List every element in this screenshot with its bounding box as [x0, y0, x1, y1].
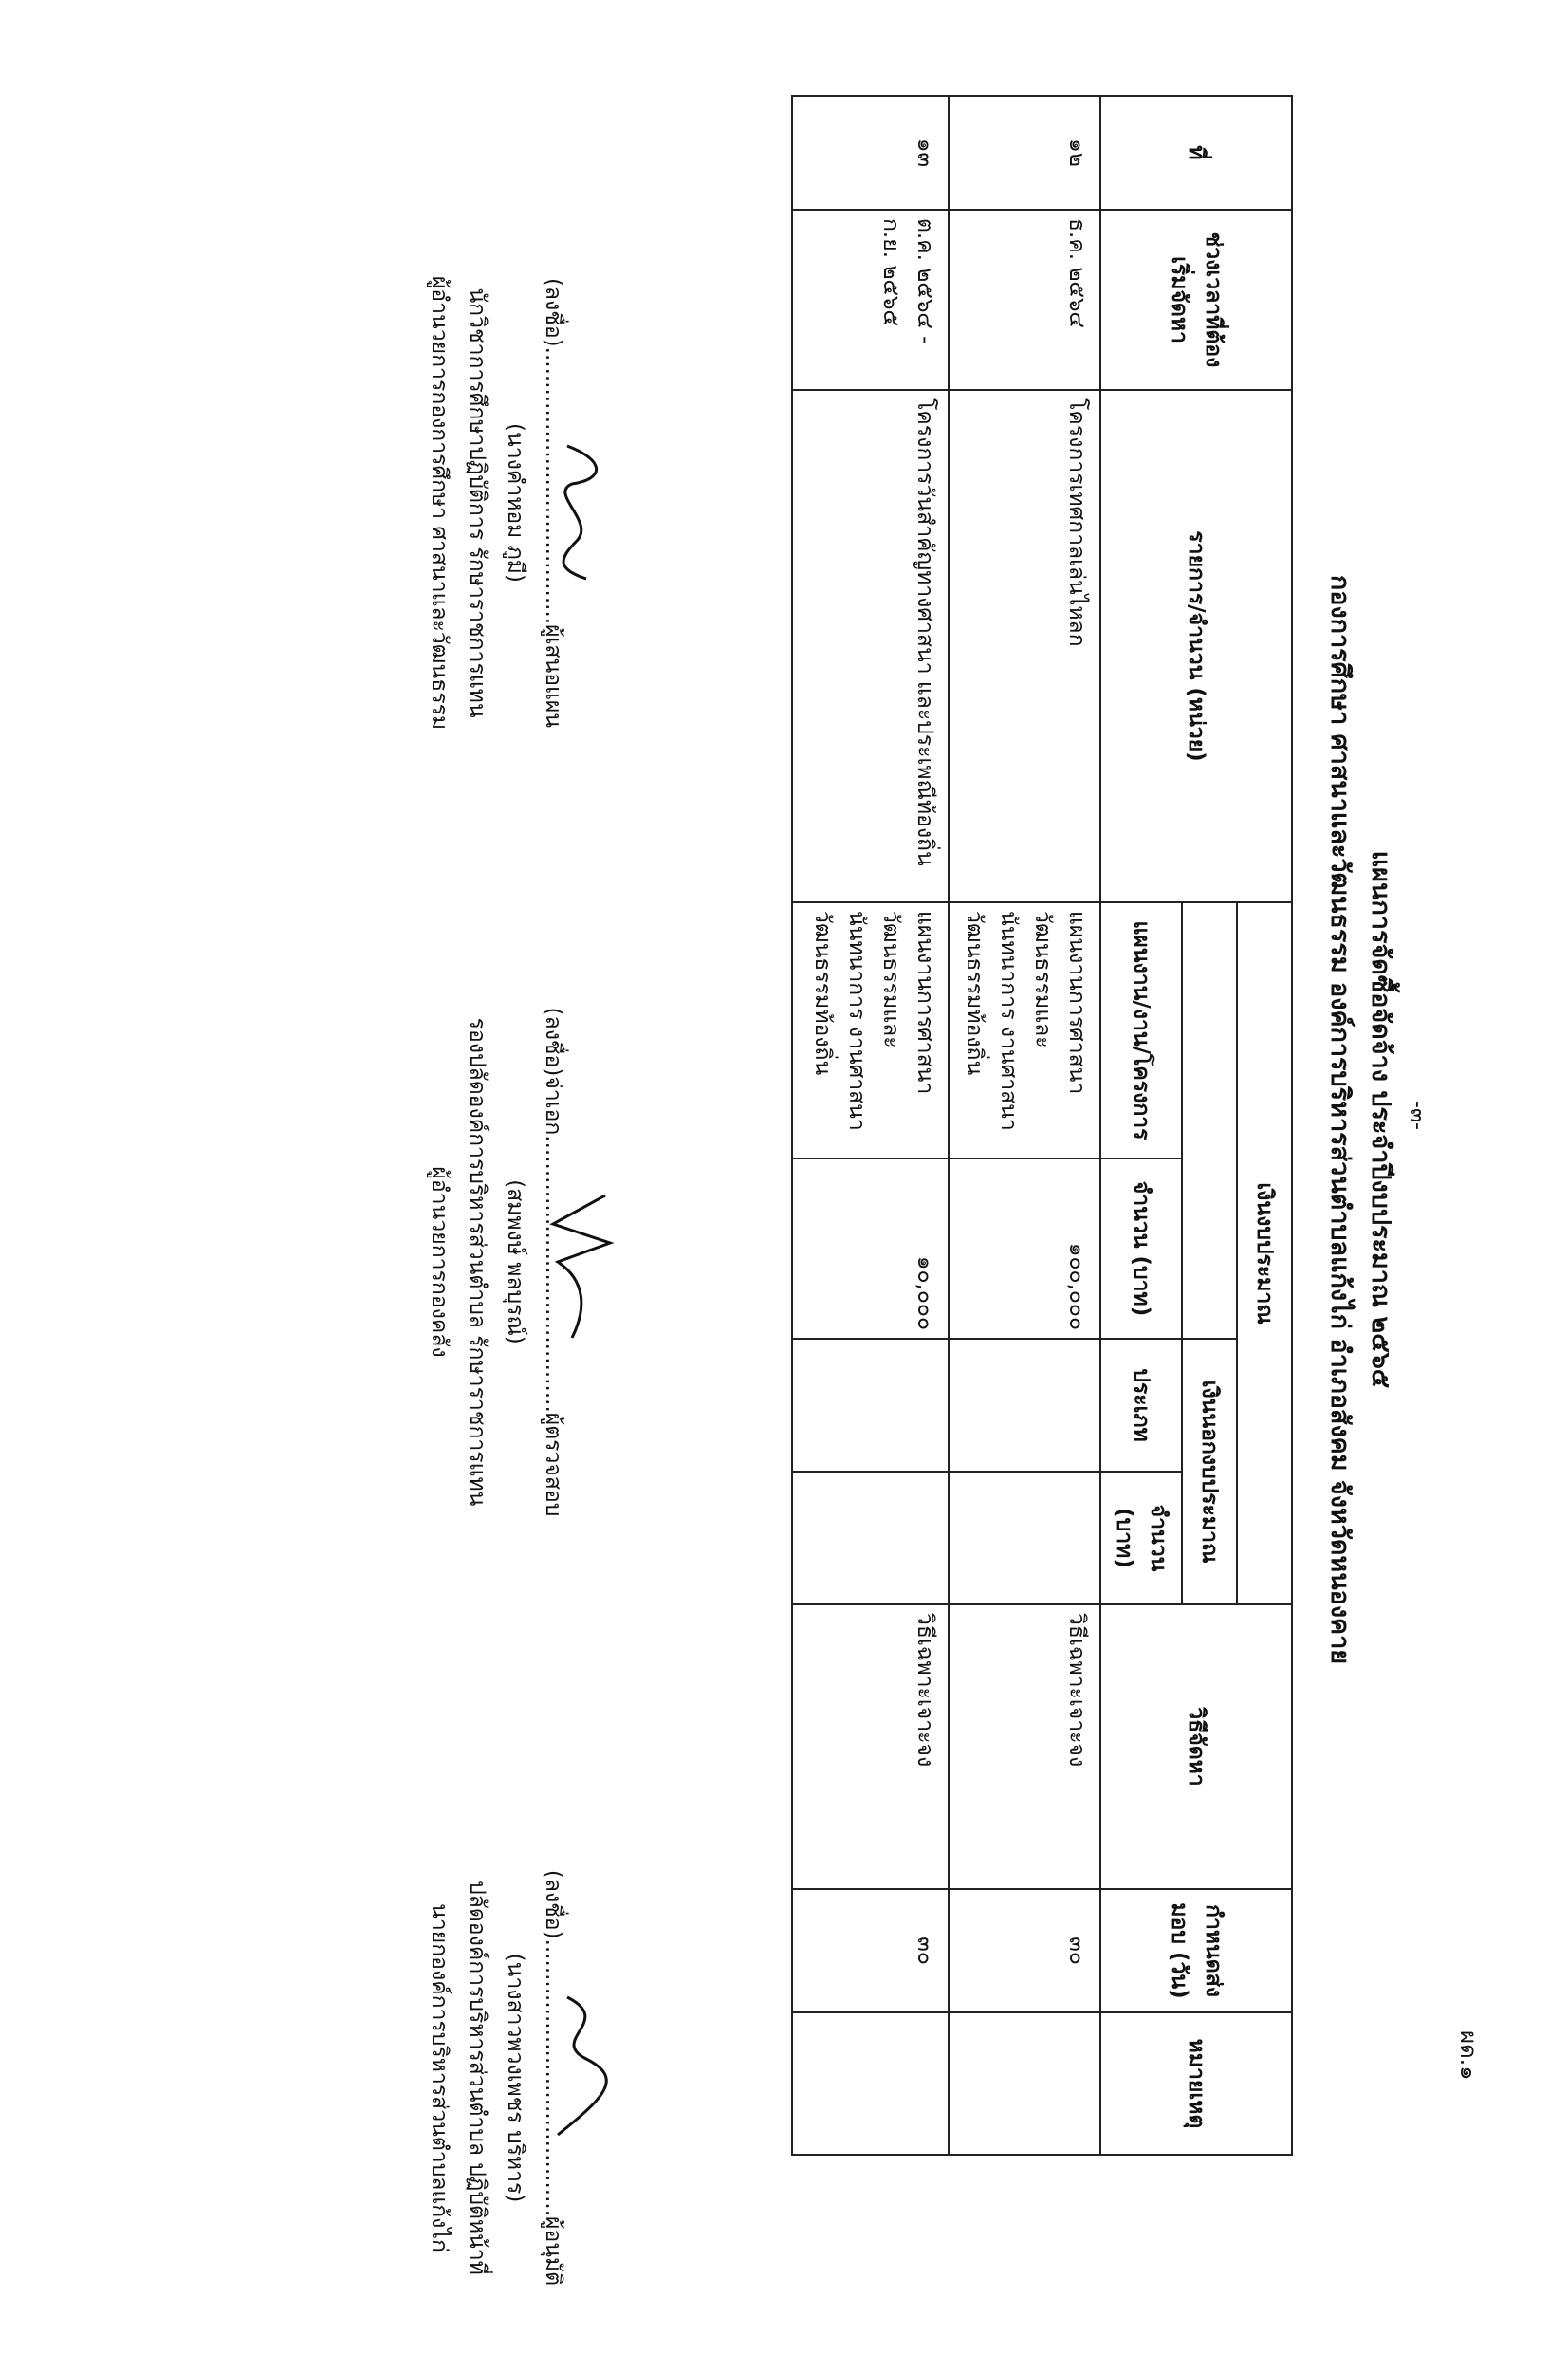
cell-method: วิธีเฉพาะเจาะจง: [792, 1604, 949, 1889]
signer-name: (สมพงษ์ พลบุรณ์): [503, 1179, 527, 1344]
cell-delivery: ๓๐: [792, 1889, 949, 2012]
cell-item: โครงการวันสำคัญทางศาสนา และประเพณีท้องถิ่น: [792, 390, 949, 902]
form-code: ผด.๑: [1455, 2030, 1482, 2081]
header-nonbudget-group: เงินนอกงบประมาณ: [1182, 1339, 1237, 1604]
table-row: [792, 96, 949, 2155]
header-budget-amount: จำนวน (บาท): [1100, 1158, 1182, 1339]
cell-nonbudget-type: [792, 1339, 949, 1472]
header-nonbudget-type: ประเภท: [1100, 1339, 1182, 1472]
cell-plan: แผนงานการศาสนา วัฒนธรรมและนันทนาการ งานศาสนาวัฒนธรรมท้องถิ่น: [949, 902, 1100, 1158]
cell-no: ๑๓: [792, 96, 949, 210]
header-budget-group: เงินงบประมาณ: [1237, 902, 1292, 1604]
cell-delivery: ๓๐: [949, 1889, 1100, 2012]
sign-line: (ลงชื่อ)จ่าเอก........................................ผู้ตรวจสอบ: [541, 1007, 565, 1517]
signature-block-proposer: [420, 209, 572, 797]
header-delivery: กำหนดส่งมอบ (วัน): [1100, 1889, 1292, 2012]
header-period: ช่วงเวลาที่ต้องเริ่มจัดหา: [1100, 210, 1292, 390]
cell-plan: แผนงานการศาสนา วัฒนธรรมและนันทนาการ งานศาสนาวัฒนธรรมท้องถิ่น: [792, 902, 949, 1158]
sign-line: (ลงชื่อ)........................................ผู้อนุมัติ: [541, 1869, 565, 2287]
page-number: -๓-: [1406, 1101, 1430, 1130]
handwritten-signature-icon: [539, 436, 624, 588]
header-method: วิธีจัดหา: [1100, 1604, 1292, 1889]
table-row: [949, 96, 1100, 2155]
cell-period: ธ.ค. ๒๕๖๔: [949, 210, 1100, 390]
signer-position: รองปลัดองค์การบริหารส่วนตำบล รักษาราชการแทน: [465, 1017, 489, 1507]
cell-period: ต.ค. ๒๕๖๔ - ก.ย. ๒๕๖๕: [792, 210, 949, 390]
signer-position: ปลัดองค์การบริหารส่วนตำบล ปฏิบัติหน้าที่: [465, 1881, 489, 2275]
signer-name: (นางคำหอม ภูมี): [503, 423, 527, 583]
signer-position-2: นายกองค์การบริหารส่วนตำบลแก้งไก่: [427, 1903, 452, 2252]
signature-block-approver: [420, 1784, 572, 2372]
signer-name: (นางสาวพวงเพชร บริหาร): [503, 1953, 527, 2203]
header-no: ที่: [1100, 96, 1292, 210]
document-subtitle: กองการศึกษา ศาสนาและวัฒนธรรม องค์การบริหารส่วนตำบลแก้งไก่ อำเภอสังคม จังหวัดหนองคาย: [1325, 574, 1355, 1665]
handwritten-signature-icon: [539, 1992, 624, 2144]
procurement-plan-table: [791, 95, 1293, 2156]
sign-line: (ลงชื่อ)........................................ผู้เสนอแผน: [541, 277, 565, 729]
header-item: รายการ/จำนวน (หน่วย): [1100, 390, 1292, 902]
cell-remark: [949, 2012, 1100, 2155]
cell-method: วิธีเฉพาะเจาะจง: [949, 1604, 1100, 1889]
header-nonbudget-amount: จำนวน (บาท): [1100, 1472, 1182, 1604]
signer-position-2: ผู้อำนวยการกองการศึกษา ศาสนาและวัฒนธรรม: [427, 275, 452, 731]
handwritten-signature-icon: [539, 1186, 624, 1347]
cell-budget-amount: ๑๐,๐๐๐: [792, 1158, 949, 1339]
cell-nonbudget-type: [949, 1339, 1100, 1472]
cell-nonbudget-amount: [792, 1472, 949, 1604]
signer-position-2: ผู้อำนวยการกองคลัง: [427, 1166, 452, 1358]
header-plan: แผนงาน/งาน/โครงการ: [1100, 902, 1182, 1158]
signer-position: นักวิชาการศึกษาปฏิบัติการ รักษาราชการแทน: [465, 287, 489, 718]
signature-block-reviewer: [420, 968, 572, 1556]
cell-item: โครงการเทศกาลเล่นไหลก: [949, 390, 1100, 902]
cell-nonbudget-amount: [949, 1472, 1100, 1604]
cell-remark: [792, 2012, 949, 2155]
header-budget-blank: [1182, 902, 1237, 1339]
cell-budget-amount: ๑๐๐,๐๐๐: [949, 1158, 1100, 1339]
header-remark: หมายเหตุ: [1100, 2012, 1292, 2155]
document-title: แผนการจัดซื้อจัดจ้าง ประจำปีงบประมาณ ๒๕๖๕: [1366, 850, 1395, 1389]
cell-no: ๑๒: [949, 96, 1100, 210]
